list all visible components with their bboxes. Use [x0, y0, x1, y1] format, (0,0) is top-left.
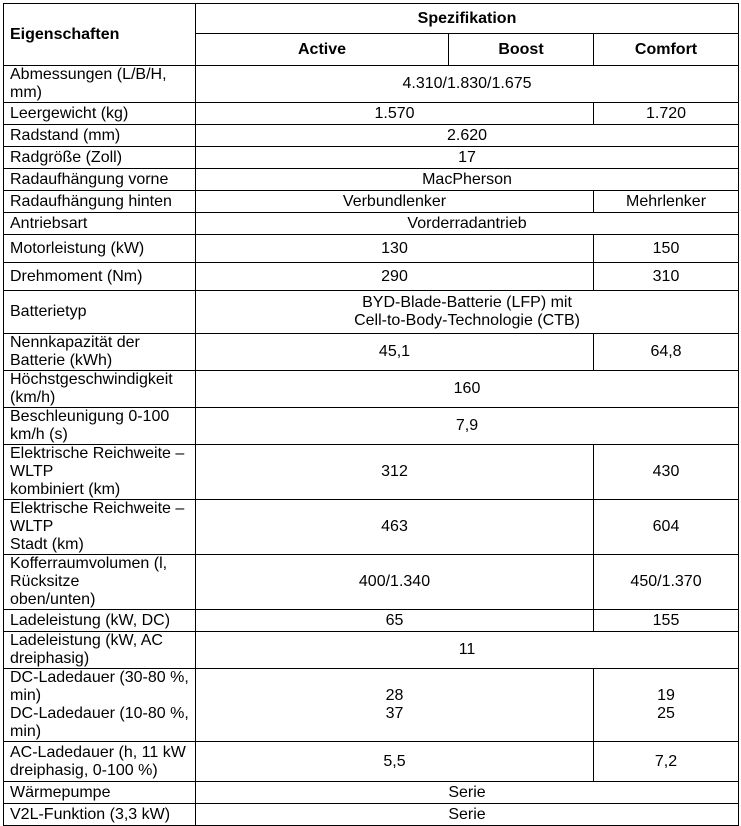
table-row — [4, 610, 739, 632]
row-label-line: dreiphasig, 0-100 %) — [10, 761, 158, 779]
row-value — [196, 291, 739, 334]
row-value-comfort: Mehrlenker — [594, 191, 739, 213]
row-label-line: Stadt (km) — [10, 536, 84, 553]
table-row — [4, 169, 739, 191]
row-label — [4, 555, 196, 610]
table-row — [4, 669, 739, 742]
table-row — [4, 334, 739, 371]
row-label: Ladeleistung (kW, DC) — [4, 610, 196, 632]
table-row — [4, 103, 739, 125]
table-row — [4, 742, 739, 782]
row-value-active-boost: 463 — [196, 500, 594, 555]
row-label: Radaufhängung vorne — [4, 169, 196, 191]
row-label: Beschleunigung 0-100 km/h (s) — [4, 408, 196, 445]
row-label: Drehmoment (Nm) — [4, 263, 196, 291]
row-label: Radaufhängung hinten — [4, 191, 196, 213]
row-value-line: BYD-Blade-Batterie (LFP) mit — [362, 294, 572, 311]
header-variant-active: Active — [196, 34, 449, 66]
table-row — [4, 235, 739, 263]
row-value-line: 25 — [657, 705, 675, 722]
row-label: Radgröße (Zoll) — [4, 147, 196, 169]
row-label: Ladeleistung (kW, AC dreiphasig) — [4, 632, 196, 669]
row-value-active-boost: 290 — [196, 263, 594, 291]
row-label-line: Kofferraumvolumen (l, Rücksitze — [10, 555, 168, 590]
table-row — [4, 782, 739, 804]
row-label-line: DC-Ladedauer (10-80 %, min) — [10, 705, 189, 740]
row-value-active-boost: 45,1 — [196, 334, 594, 371]
row-label: Antriebsart — [4, 213, 196, 235]
row-value: 160 — [196, 371, 739, 408]
row-value-comfort: 1.720 — [594, 103, 739, 125]
row-value-comfort: 430 — [594, 445, 739, 500]
table-row — [4, 371, 739, 408]
row-value-comfort: 310 — [594, 263, 739, 291]
row-label-line: Elektrische Reichweite – WLTP — [10, 500, 185, 535]
row-value-active-boost: 400/1.340 — [196, 555, 594, 610]
row-label — [4, 669, 196, 742]
row-value-comfort — [594, 669, 739, 742]
row-value-active-boost: 1.570 — [196, 103, 594, 125]
row-value-active-boost: Verbundlenker — [196, 191, 594, 213]
row-value-active-boost: 312 — [196, 445, 594, 500]
header-row — [4, 4, 739, 34]
row-value-active-boost: 65 — [196, 610, 594, 632]
row-label-line: oben/unten) — [10, 591, 96, 608]
row-value-line: Cell-to-Body-Technologie (CTB) — [354, 312, 580, 329]
row-label-line: DC-Ladedauer (30-80 %, min) — [10, 669, 189, 704]
row-value-comfort: 64,8 — [594, 334, 739, 371]
row-label: Abmessungen (L/B/H, mm) — [4, 66, 196, 103]
table-row — [4, 213, 739, 235]
row-value-comfort: 150 — [594, 235, 739, 263]
row-label — [4, 500, 196, 555]
header-variant-comfort: Comfort — [594, 34, 739, 66]
row-label: Wärmepumpe — [4, 782, 196, 804]
row-value-comfort: 450/1.370 — [594, 555, 739, 610]
row-value-comfort: 604 — [594, 500, 739, 555]
row-value-active-boost — [196, 669, 594, 742]
table-row — [4, 632, 739, 669]
table-row — [4, 408, 739, 445]
specification-table — [3, 3, 739, 826]
row-label — [4, 445, 196, 500]
header-spezifikation: Spezifikation — [196, 4, 739, 34]
table-row — [4, 191, 739, 213]
row-value: 2.620 — [196, 125, 739, 147]
row-value-line: 37 — [385, 705, 404, 722]
row-value: Serie — [196, 782, 739, 804]
row-label: Batterietyp — [4, 291, 196, 334]
table-row — [4, 263, 739, 291]
row-value-line: 28 — [385, 687, 404, 704]
row-value-active-boost: 130 — [196, 235, 594, 263]
table-row — [4, 804, 739, 826]
row-value: Serie — [196, 804, 739, 826]
row-value: Vorderradantrieb — [196, 213, 739, 235]
row-value: 7,9 — [196, 408, 739, 445]
table-row — [4, 500, 739, 555]
row-label: Radstand (mm) — [4, 125, 196, 147]
table-row — [4, 291, 739, 334]
table-row — [4, 555, 739, 610]
row-value: 4.310/1.830/1.675 — [196, 66, 739, 103]
row-value: 17 — [196, 147, 739, 169]
row-label-line: AC-Ladedauer (h, 11 kW — [10, 743, 186, 761]
header-eigenschaften: Eigenschaften — [4, 4, 196, 66]
row-label-line: kombiniert (km) — [10, 481, 121, 498]
row-value-comfort: 7,2 — [594, 742, 739, 782]
row-label: Nennkapazität der Batterie (kWh) — [4, 334, 196, 371]
row-label: V2L-Funktion (3,3 kW) — [4, 804, 196, 826]
table-row — [4, 147, 739, 169]
row-value: MacPherson — [196, 169, 739, 191]
row-label: Leergewicht (kg) — [4, 103, 196, 125]
row-value-line: 19 — [657, 687, 675, 704]
table-row — [4, 66, 739, 103]
row-value: 11 — [196, 632, 739, 669]
row-label: Höchstgeschwindigkeit (km/h) — [4, 371, 196, 408]
header-variant-boost: Boost — [449, 34, 594, 66]
table-row — [4, 125, 739, 147]
row-label — [4, 742, 196, 782]
row-value-active-boost: 5,5 — [196, 742, 594, 782]
row-label: Motorleistung (kW) — [4, 235, 196, 263]
row-value-comfort: 155 — [594, 610, 739, 632]
row-label-line: Elektrische Reichweite – WLTP — [10, 445, 185, 480]
table-row — [4, 445, 739, 500]
